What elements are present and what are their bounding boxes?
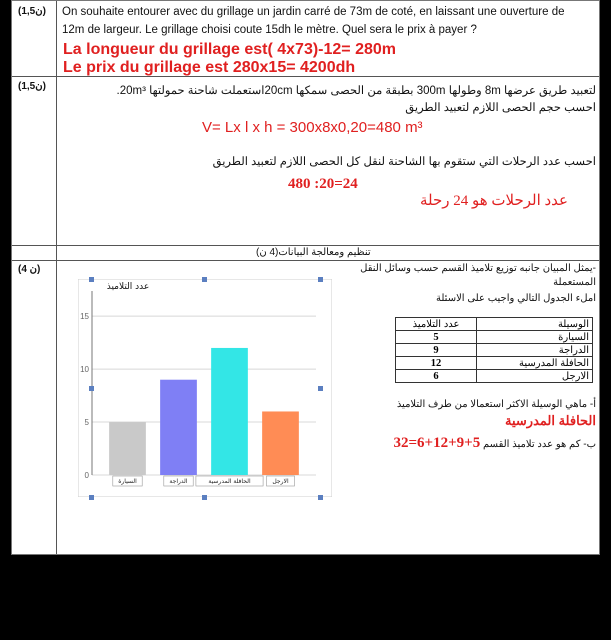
section2-points: (ن1,5) <box>18 81 46 92</box>
section2-formula: V= Lx l x h = 300x8x0,20=480 m³ <box>202 119 423 136</box>
section3-answer2: 5+9+12+6=32 <box>393 435 481 451</box>
resize-handle-left-middle[interactable] <box>89 386 94 391</box>
resize-handle-bottom-left[interactable] <box>89 495 94 500</box>
section3-question1: أ- ماهي الوسيلة الاكثر استعمالا من طرف التلاميذ <box>396 399 596 410</box>
section1-points: (ن1,5) <box>18 6 46 17</box>
section3-intro3: املء الجدول التالي واجيب على الاسئلة <box>436 293 596 304</box>
table-cell-count: 9 <box>396 344 477 357</box>
table-cell-count: 5 <box>396 331 477 344</box>
bar <box>160 380 197 475</box>
y-tick-label: 10 <box>80 365 89 375</box>
section2-division: 480 :20=24 <box>288 176 358 192</box>
bar <box>262 411 299 475</box>
section3-question2: ب- كم هو عدد تلاميذ القسم <box>483 439 596 450</box>
worksheet <box>11 0 600 555</box>
section3-title: تنظيم ومعالجة البيانات(4 ن) <box>256 247 371 258</box>
points-column-divider <box>56 1 57 554</box>
resize-handle-bottom-right[interactable] <box>318 495 323 500</box>
row-divider-3 <box>12 260 599 261</box>
x-category-label: الارجل <box>272 478 289 485</box>
table-row <box>396 344 593 357</box>
x-category-label: الحافلة المدرسية <box>208 478 251 485</box>
resize-handle-top-left[interactable] <box>89 277 94 282</box>
table-row <box>396 331 593 344</box>
table-row <box>396 357 593 370</box>
bar <box>109 422 146 475</box>
x-category-label: الدراجة <box>169 478 188 485</box>
y-tick-label: 5 <box>84 418 89 428</box>
bar <box>211 348 248 475</box>
resize-handle-top-right[interactable] <box>318 277 323 282</box>
section1-problem: On souhaite entourer avec du grillage un jardin carré de 73m de coté, en laissant une ouverture de <box>62 6 565 18</box>
section2-line3: احسب عدد الرحلات التي ستقوم بها الشاحنة لنقل كل الحصى اللازم لتعبيد الطريق <box>212 156 596 168</box>
section3-points: (ن 4) <box>18 264 41 275</box>
table-header-cell: الوسيلة <box>477 318 593 331</box>
transport-bar-chart <box>78 279 332 497</box>
resize-handle-right-middle[interactable] <box>318 386 323 391</box>
section2-trips: عدد الرحلات هو 24 رحلة <box>419 193 568 209</box>
section3-intro1: -يمثل المبيان جانبه توزيع تلاميذ القسم حسب وسائل النقل <box>360 263 596 274</box>
section3-intro2: المستعملة <box>553 277 596 288</box>
section3-question2-row <box>352 435 596 452</box>
section2-line2: احسب حجم الحصى اللازم لتعبيد الطريق <box>405 102 596 114</box>
table-header-row <box>396 318 593 331</box>
y-tick-label: 0 <box>84 471 89 480</box>
x-category-label: السيارة <box>118 478 137 485</box>
resize-handle-bottom-middle[interactable] <box>202 495 207 500</box>
table-row <box>396 370 593 383</box>
section1-problem-cont: 12m de largeur. Le grillage choisi coute 15dh le mètre. Quel sera le prix à payer ? <box>62 24 477 36</box>
section1-answer-length: La longueur du grillage est( 4x73)-12= 280m <box>63 41 396 58</box>
section3-answer1: الحافلة المدرسية <box>505 413 596 428</box>
section1-answer-price: Le prix du grillage est 280x15= 4200dh <box>63 59 356 76</box>
y-axis-label: عدد التلاميذ <box>106 282 150 292</box>
table-cell-count: 6 <box>396 370 477 383</box>
y-tick-label: 15 <box>80 312 89 322</box>
table-cell-mode: الدراجة <box>477 344 593 357</box>
table-cell-mode: السيارة <box>477 331 593 344</box>
table-cell-mode: الحافلة المدرسية <box>477 357 593 370</box>
table-cell-mode: الارجل <box>477 370 593 383</box>
table-header-cell: عدد التلاميذ <box>396 318 477 331</box>
resize-handle-top-middle[interactable] <box>202 277 207 282</box>
section2-line1: لتعبيد طريق عرضها 8m وطولها 300m بطبقة من الحصى سمكها 20cmاستعملت شاحنة حمولتها 20m³. <box>116 85 596 97</box>
transport-table <box>395 317 593 383</box>
table-cell-count: 12 <box>396 357 477 370</box>
row-divider-2 <box>12 245 599 246</box>
